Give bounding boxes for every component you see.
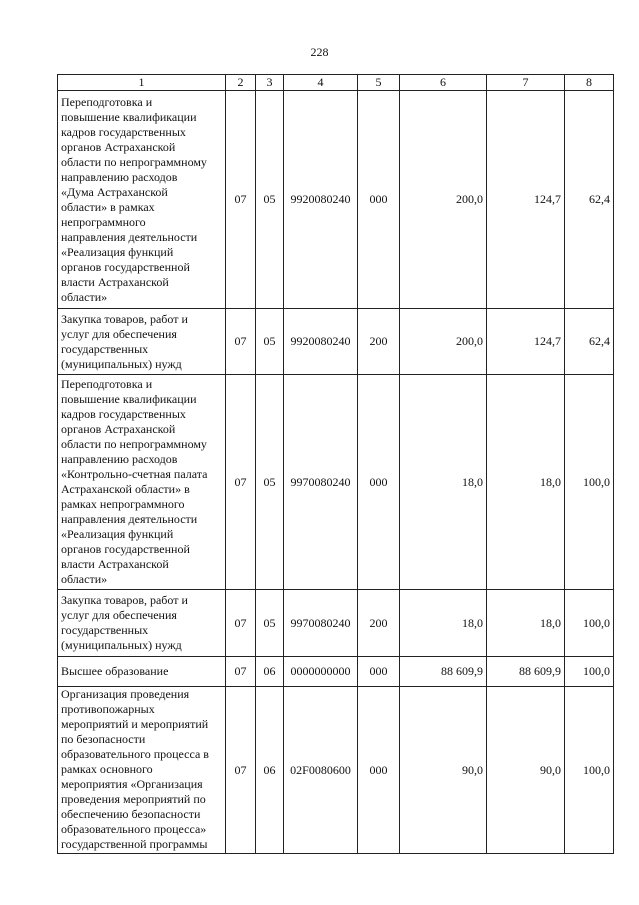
- section-code: 07: [226, 375, 256, 590]
- description-line: услуг для обеспечения: [61, 326, 177, 341]
- description-line: области» в рамках: [61, 199, 155, 214]
- description-line: повышение квалификации: [61, 392, 197, 406]
- description-line: государственных: [61, 623, 149, 637]
- row-description: [58, 687, 226, 854]
- actual-amount: 88 609,9: [487, 657, 565, 687]
- description-line: государственной программы: [61, 837, 208, 851]
- table-row: [58, 375, 614, 590]
- description-line: органов Астраханской: [61, 139, 176, 154]
- description-line: «Реализация функций: [61, 244, 174, 259]
- description-line: власти Астраханской: [61, 557, 169, 571]
- description-line: власти Астраханской: [61, 274, 169, 289]
- description-line: направления деятельности: [61, 229, 198, 244]
- header-row: [58, 75, 614, 91]
- description-line: (муниципальных) нужд: [61, 638, 182, 652]
- table-row: [58, 687, 614, 854]
- execution-percent: 62,4: [565, 91, 614, 309]
- column-header: 7: [487, 75, 565, 91]
- section-code: 07: [226, 657, 256, 687]
- description-line: Закупка товаров, работ и: [61, 311, 188, 326]
- description-line: направлению расходов: [61, 169, 178, 184]
- expense-type-code: 000: [358, 375, 400, 590]
- planned-amount: 90,0: [400, 687, 487, 854]
- description-line: направлению расходов: [61, 452, 178, 466]
- column-header: 5: [358, 75, 400, 91]
- actual-amount: 90,0: [487, 687, 565, 854]
- description-line: обеспечению безопасности: [61, 807, 201, 821]
- actual-amount: 124,7: [487, 309, 565, 375]
- subsection-code: 06: [256, 657, 284, 687]
- subsection-code: 05: [256, 590, 284, 657]
- description-line: мероприятий и мероприятий: [61, 717, 209, 731]
- row-description: [58, 91, 226, 309]
- column-header: 4: [284, 75, 358, 91]
- description-line: рамках непрограммного: [61, 497, 185, 511]
- actual-amount: 18,0: [487, 375, 565, 590]
- subsection-code: 05: [256, 91, 284, 309]
- description-line: области»: [61, 289, 108, 304]
- description-line: «Контрольно-счетная палата: [61, 467, 208, 481]
- description-line: по безопасности: [61, 732, 146, 746]
- execution-percent: 100,0: [565, 657, 614, 687]
- description-line: «Реализация функций: [61, 527, 174, 541]
- description-line: «Дума Астраханской: [61, 184, 168, 199]
- section-code: 07: [226, 590, 256, 657]
- subsection-code: 06: [256, 687, 284, 854]
- target-article-code: 9970080240: [284, 590, 358, 657]
- description-line: Переподготовка и: [61, 377, 153, 391]
- section-code: 07: [226, 91, 256, 309]
- description-line: области по непрограммному: [61, 437, 207, 451]
- page-number: 228: [310, 45, 329, 59]
- description-line: органов государственной: [61, 542, 190, 556]
- budget-table: [57, 74, 614, 854]
- description-line: Астраханской области» в: [61, 482, 190, 496]
- target-article-code: 0000000000: [284, 657, 358, 687]
- description-line: кадров государственных: [61, 407, 186, 421]
- description-line: образовательного процесса в: [61, 747, 209, 761]
- expense-type-code: 200: [358, 590, 400, 657]
- table-row: [58, 91, 614, 309]
- row-description: [58, 375, 226, 590]
- description-line: (муниципальных) нужд: [61, 356, 182, 371]
- expense-type-code: 200: [358, 309, 400, 375]
- row-description: [58, 657, 226, 687]
- row-description: [58, 590, 226, 657]
- column-header: 1: [58, 75, 226, 91]
- planned-amount: 200,0: [400, 309, 487, 375]
- section-code: 07: [226, 687, 256, 854]
- description-line: услуг для обеспечения: [61, 608, 177, 622]
- subsection-code: 05: [256, 375, 284, 590]
- description-line: направления деятельности: [61, 512, 198, 526]
- description-line: Закупка товаров, работ и: [61, 593, 188, 607]
- target-article-code: 9920080240: [284, 91, 358, 309]
- description-line: Организация проведения: [61, 687, 190, 701]
- description-line: государственных: [61, 341, 149, 356]
- description-line: образовательного процесса»: [61, 822, 207, 836]
- actual-amount: 124,7: [487, 91, 565, 309]
- planned-amount: 200,0: [400, 91, 487, 309]
- target-article-code: 9920080240: [284, 309, 358, 375]
- description-line: Переподготовка и: [61, 94, 153, 109]
- column-header: 6: [400, 75, 487, 91]
- description-line: мероприятия «Организация: [61, 777, 203, 791]
- execution-percent: 62,4: [565, 309, 614, 375]
- description-line: Высшее образование: [61, 664, 169, 678]
- table-row: [58, 657, 614, 687]
- description-line: противопожарных: [61, 702, 155, 716]
- execution-percent: 100,0: [565, 375, 614, 590]
- table-row: [58, 590, 614, 657]
- section-code: 07: [226, 309, 256, 375]
- target-article-code: 9970080240: [284, 375, 358, 590]
- planned-amount: 18,0: [400, 375, 487, 590]
- row-description: [58, 309, 226, 375]
- description-line: органов Астраханской: [61, 422, 176, 436]
- planned-amount: 18,0: [400, 590, 487, 657]
- description-line: области»: [61, 572, 108, 586]
- description-line: кадров государственных: [61, 124, 186, 139]
- description-line: непрограммного: [61, 214, 146, 229]
- actual-amount: 18,0: [487, 590, 565, 657]
- description-line: проведения мероприятий по: [61, 792, 206, 806]
- expense-type-code: 000: [358, 657, 400, 687]
- description-line: рамках основного: [61, 762, 153, 776]
- description-line: повышение квалификации: [61, 109, 197, 124]
- target-article-code: 02F0080600: [284, 687, 358, 854]
- description-line: органов государственной: [61, 259, 190, 274]
- description-line: области по непрограммному: [61, 154, 207, 169]
- execution-percent: 100,0: [565, 687, 614, 854]
- table-row: [58, 309, 614, 375]
- planned-amount: 88 609,9: [400, 657, 487, 687]
- expense-type-code: 000: [358, 687, 400, 854]
- column-header: 8: [565, 75, 614, 91]
- column-header: 3: [256, 75, 284, 91]
- column-header: 2: [226, 75, 256, 91]
- expense-type-code: 000: [358, 91, 400, 309]
- execution-percent: 100,0: [565, 590, 614, 657]
- subsection-code: 05: [256, 309, 284, 375]
